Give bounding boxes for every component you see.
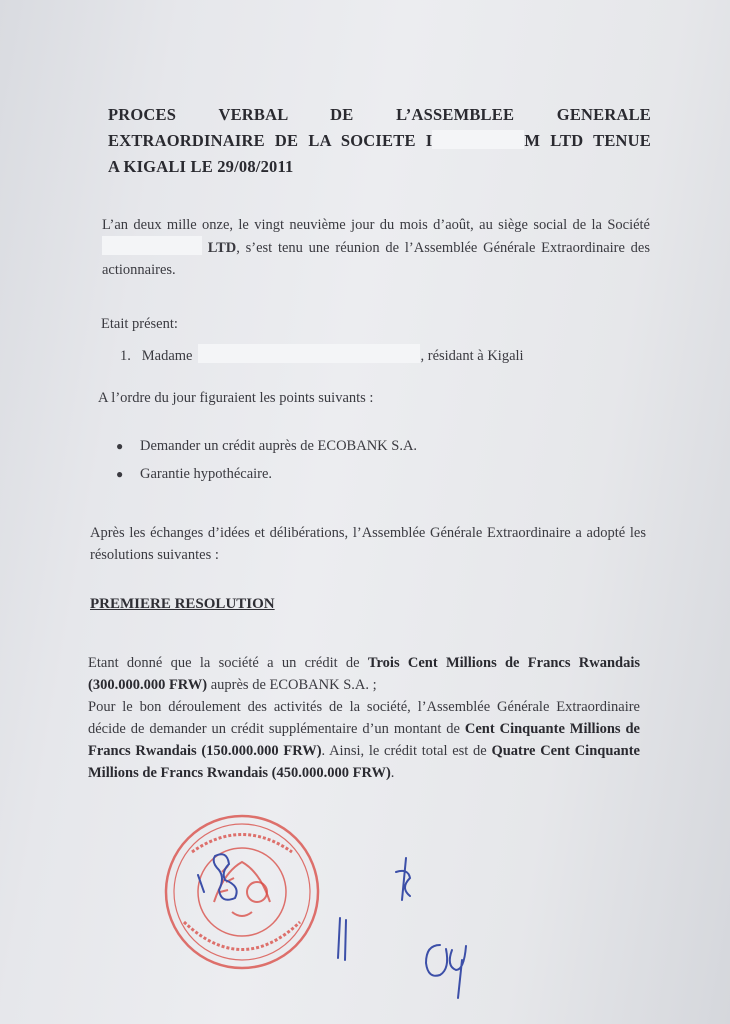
signature-mark bbox=[396, 858, 410, 900]
title-line-1 bbox=[108, 102, 651, 128]
present-item-number: 1. bbox=[120, 348, 131, 364]
title-line-2b: M LTD TENUE bbox=[524, 131, 651, 150]
redaction-block bbox=[432, 130, 524, 149]
title-word: VERBAL bbox=[218, 105, 288, 124]
deliberation-paragraph: Après les échanges d’idées et délibérations, l’Assemblée Générale Extraordinaire a adopté les résolutions suivantes : bbox=[90, 525, 646, 563]
agenda-item-text: Demander un crédit auprès de ECOBANK S.A. bbox=[140, 438, 418, 454]
res-text-3: Pour le bon déroulement des activités de la société, l’Assemblée Générale Extraordinaire décide de demander un crédit supplémentaire d’un montant de bbox=[88, 699, 640, 737]
page-number-mark bbox=[450, 946, 466, 998]
resolution-heading: PREMIERE RESOLUTION bbox=[90, 596, 275, 612]
intro-company-suffix: LTD bbox=[207, 240, 237, 256]
document-title bbox=[108, 102, 651, 180]
res-amount-1: Trois Cent Millions de Francs Rwandais (300.000.000 FRW) bbox=[88, 655, 640, 693]
bullet-icon: ● bbox=[116, 467, 124, 481]
resolution-text bbox=[88, 652, 640, 784]
title-word: DE bbox=[330, 105, 354, 124]
intro-text-1: L’an deux mille onze, le vingt neuvième jour du mois d’août, au siège social de la Société bbox=[102, 217, 650, 233]
title-word: PROCES bbox=[108, 105, 177, 124]
agenda-intro: A l’ordre du jour figuraient les points suivants : bbox=[98, 390, 374, 406]
res-amount-3: Quatre Cent Cinquante Millions de Francs Rwandais (450.000.000 FRW) bbox=[88, 743, 640, 781]
redaction-block bbox=[198, 344, 420, 363]
res-text-1: Etant donné que la société a un crédit de bbox=[88, 655, 368, 671]
res-amount-2: Cent Cinquante Millions de Francs Rwandais (150.000.000 FRW) bbox=[88, 721, 640, 759]
present-item-prefix: Madame bbox=[141, 348, 193, 364]
intro-text-3: , s’est tenu une réunion de l’Assemblée Générale Extraordinaire des actionnaires. bbox=[102, 240, 651, 278]
present-label: Etait présent: bbox=[101, 316, 178, 332]
res-text-4: . Ainsi, le crédit total est de bbox=[321, 743, 492, 759]
list-item bbox=[116, 432, 417, 460]
official-seal-stamp bbox=[162, 812, 322, 972]
initial-mark bbox=[338, 918, 346, 960]
bullet-icon: ● bbox=[116, 439, 124, 453]
res-text-2: auprès de ECOBANK S.A. ; bbox=[207, 677, 377, 693]
agenda-list bbox=[116, 432, 417, 488]
page-number-mark bbox=[426, 945, 447, 976]
title-line-2 bbox=[108, 128, 651, 154]
title-word: L’ASSEMBLEE bbox=[396, 105, 515, 124]
agenda-item-text: Garantie hypothécaire. bbox=[140, 466, 273, 482]
title-line-3: A KIGALI LE 29/08/2011 bbox=[108, 157, 294, 176]
list-item bbox=[116, 460, 417, 488]
title-word: GENERALE bbox=[556, 105, 651, 124]
present-item bbox=[120, 344, 524, 365]
intro-paragraph bbox=[102, 214, 650, 281]
res-text-5: . bbox=[390, 765, 395, 781]
title-line-2a: EXTRAORDINAIRE DE LA SOCIETE I bbox=[108, 131, 433, 150]
present-item-suffix: , résidant à Kigali bbox=[420, 348, 524, 364]
redaction-block bbox=[102, 236, 202, 255]
